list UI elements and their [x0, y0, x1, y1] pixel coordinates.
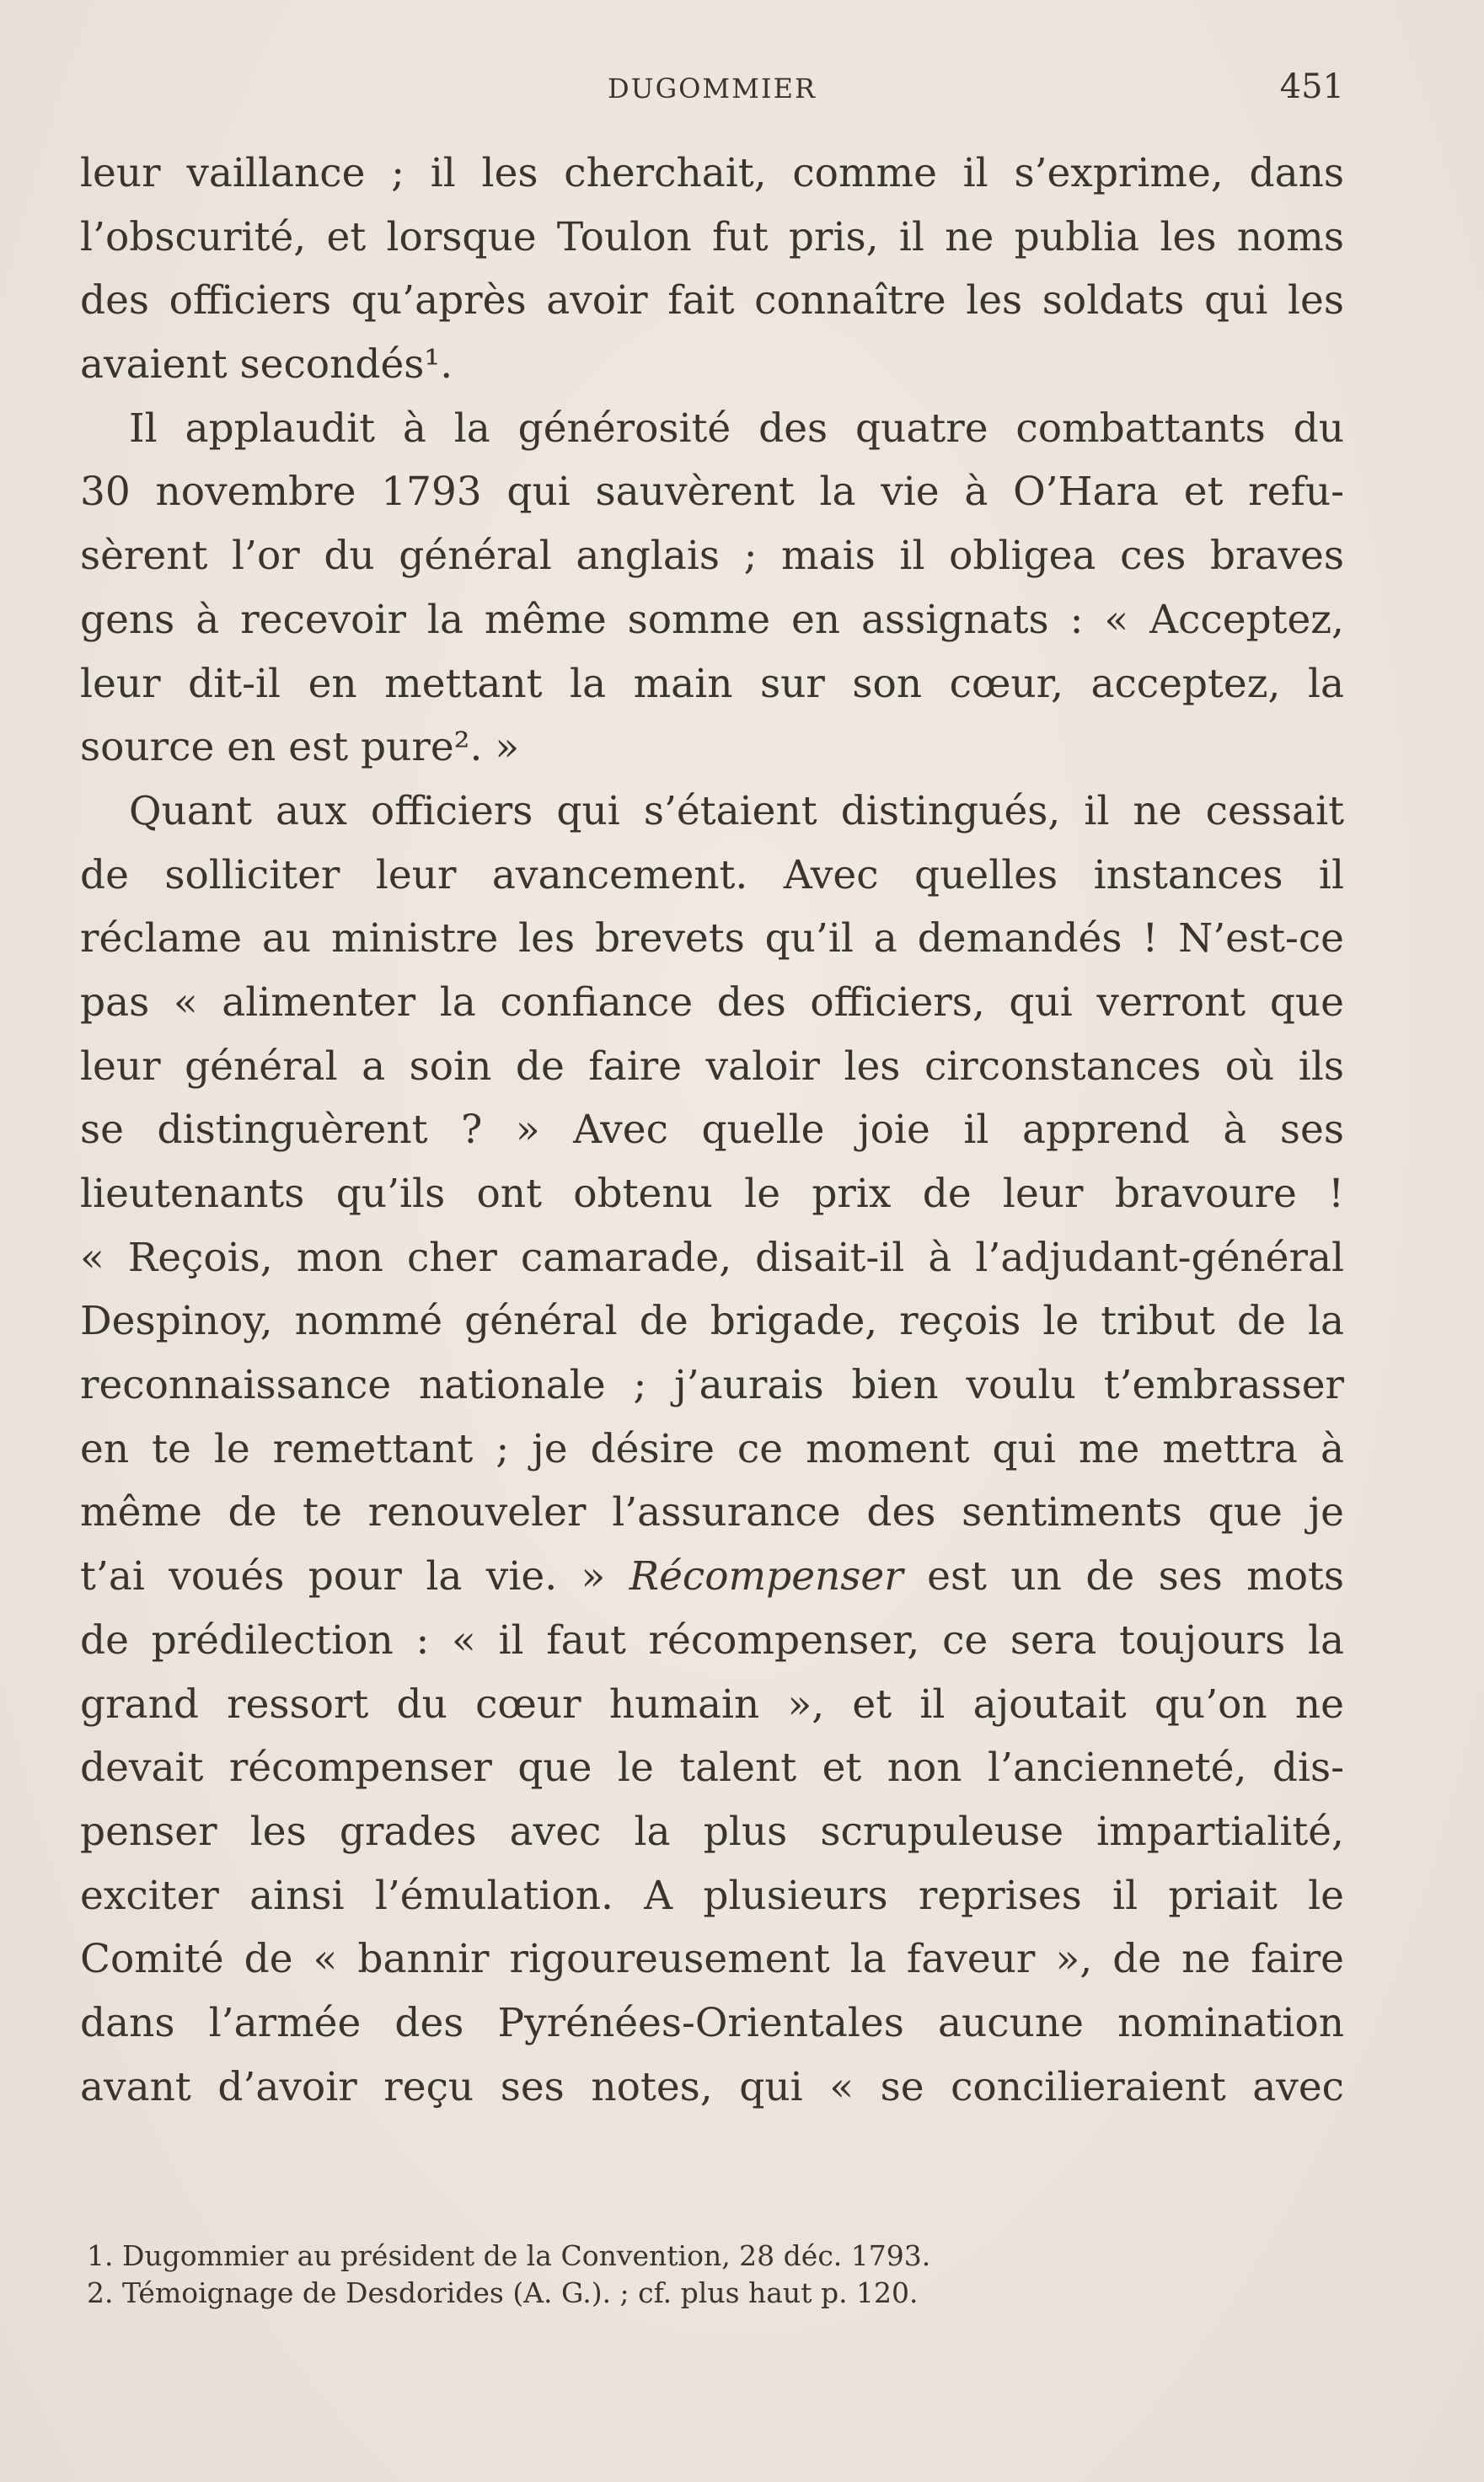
- text-line: l’obscurité, et lorsque Toulon fut pris, il ne publia les noms: [80, 213, 1344, 260]
- italic-word: Récompenser: [629, 1553, 903, 1600]
- text-line: grand ressort du cœur humain », et il ajoutait qu’on ne: [80, 1681, 1344, 1728]
- footnote-2: 2. Témoignage de Desdorides (A. G.). ; cf. plus haut p. 120.: [87, 2276, 919, 2309]
- text-line: reconnaissance nationale ; j’aurais bien voulu t’embrasser: [80, 1362, 1344, 1409]
- text-line: penser les grades avec la plus scrupuleuse impartialité,: [80, 1808, 1344, 1855]
- footnote-1: 1. Dugommier au président de la Convention, 28 déc. 1793.: [87, 2239, 931, 2272]
- text-line-end: est un de ses mots: [903, 1553, 1344, 1600]
- text-line: avant d’avoir reçu ses notes, qui « se concilieraient avec: [80, 2063, 1344, 2110]
- text-line: leur vaillance ; il les cherchait, comme il s’exprime, dans: [80, 150, 1344, 196]
- text-line: Despinoy, nommé général de brigade, reçois le tribut de la: [80, 1298, 1344, 1345]
- text-line: lieutenants qu’ils ont obtenu le prix de leur bravoure !: [80, 1171, 1344, 1217]
- text-line: Il applaudit à la générosité des quatre combattants du: [129, 405, 1344, 452]
- text-line: pas « alimenter la confiance des officiers, qui verront que: [80, 978, 1344, 1026]
- text-line: avaient secondés¹.: [80, 341, 453, 389]
- text-line: exciter ainsi l’émulation. A plusieurs reprises il priait le: [80, 1872, 1344, 1919]
- running-title: DUGOMMIER: [607, 72, 817, 105]
- text-line: « Reçois, mon cher camarade, disait-il à l’adjudant-général: [80, 1234, 1344, 1281]
- text-line: Comité de « bannir rigoureusement la faveur », de ne faire: [80, 1936, 1344, 1983]
- text-line: leur général a soin de faire valoir les circonstances où ils: [80, 1043, 1344, 1090]
- footnotes: [87, 2238, 1267, 2312]
- text-line: Quant aux officiers qui s’étaient distingués, il ne cessait: [129, 787, 1344, 834]
- text-line: gens à recevoir la même somme en assignats : « Acceptez,: [80, 596, 1344, 643]
- body-text: [80, 142, 1344, 2119]
- text-line: des officiers qu’après avoir fait connaître les soldats qui les: [80, 277, 1344, 324]
- page-number: 451: [1279, 67, 1344, 106]
- text-line: 30 novembre 1793 qui sauvèrent la vie à O’Hara et refu-: [80, 469, 1344, 516]
- text-line: en te le remettant ; je désire ce moment qui me mettra à: [80, 1425, 1344, 1472]
- running-head: [80, 67, 1344, 118]
- text-line: sèrent l’or du général anglais ; mais il obligea ces braves: [80, 533, 1344, 580]
- text-line-start: t’ai voués pour la vie. »: [80, 1553, 629, 1600]
- text-line: dans l’armée des Pyrénées-Orientales aucune nomination: [80, 1999, 1344, 2046]
- text-line: même de te renouveler l’assurance des sentiments que je: [80, 1489, 1344, 1536]
- text-line: réclame au ministre les brevets qu’il a demandés ! N’est-ce: [80, 915, 1344, 962]
- text-line: de prédilection : « il faut récompenser, ce sera toujours la: [80, 1616, 1344, 1664]
- text-line-mixed: [80, 1545, 1344, 1609]
- text-line: leur dit-il en mettant la main sur son cœur, acceptez, la: [80, 660, 1344, 707]
- text-line: devait récompenser que le talent et non l’ancienneté, dis-: [80, 1745, 1344, 1792]
- text-line: de solliciter leur avancement. Avec quelles instances il: [80, 851, 1344, 898]
- text-line: se distinguèrent ? » Avec quelle joie il apprend à ses: [80, 1107, 1344, 1154]
- text-line: source en est pure². »: [80, 724, 520, 771]
